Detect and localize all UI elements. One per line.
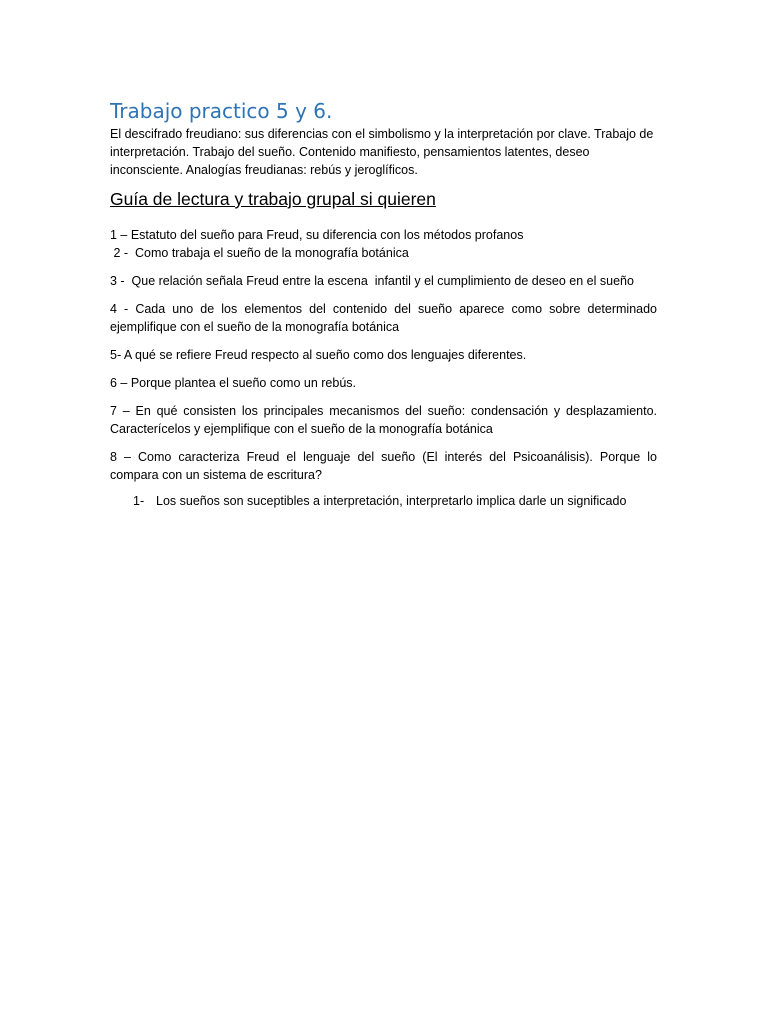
list-item-text: Los sueños son suceptibles a interpretación, interpretarlo implica darle un significado — [156, 494, 627, 508]
page-title: Trabajo practico 5 y 6. — [110, 99, 333, 123]
question-2: 2 - Como trabaja el sueño de la monografía botánica — [110, 246, 409, 260]
list-item — [133, 492, 657, 510]
document-page — [110, 98, 657, 510]
question-list — [110, 226, 657, 510]
section-subtitle: Guía de lectura y trabajo grupal si quieren — [110, 189, 436, 209]
question-7: 7 – En qué consisten los principales mecanismos del sueño: condensación y desplazamiento. Caracterícelos y ejemplifique con el sueño de la monografía botánica — [110, 404, 657, 436]
question-6: 6 – Porque plantea el sueño como un rebús. — [110, 376, 357, 390]
question-1: 1 – Estatuto del sueño para Freud, su diferencia con los métodos profanos — [110, 228, 524, 242]
question-4: 4 - Cada uno de los elementos del contenido del sueño aparece como sobre determinado ejemplifique con el sueño de la monografía botánica — [110, 302, 657, 334]
list-item-number: 1- — [133, 494, 145, 508]
intro-paragraph: El descifrado freudiano: sus diferencias con el simbolismo y la interpretación por clave. Trabajo de interpretación. Trabajo del sueño. Contenido manifiesto, pensamientos latentes, deseo inconsciente. Analogías freudianas: rebús y jeroglíficos. — [110, 127, 654, 177]
question-3: 3 - Que relación señala Freud entre la escena infantil y el cumplimiento de deseo en el sueño — [110, 274, 634, 288]
question-8: 8 – Como caracteriza Freud el lenguaje del sueño (El interés del Psicoanálisis). Porque lo compara con un sistema de escritura? — [110, 450, 657, 482]
question-5: 5- A qué se refiere Freud respecto al sueño como dos lenguajes diferentes. — [110, 348, 527, 362]
